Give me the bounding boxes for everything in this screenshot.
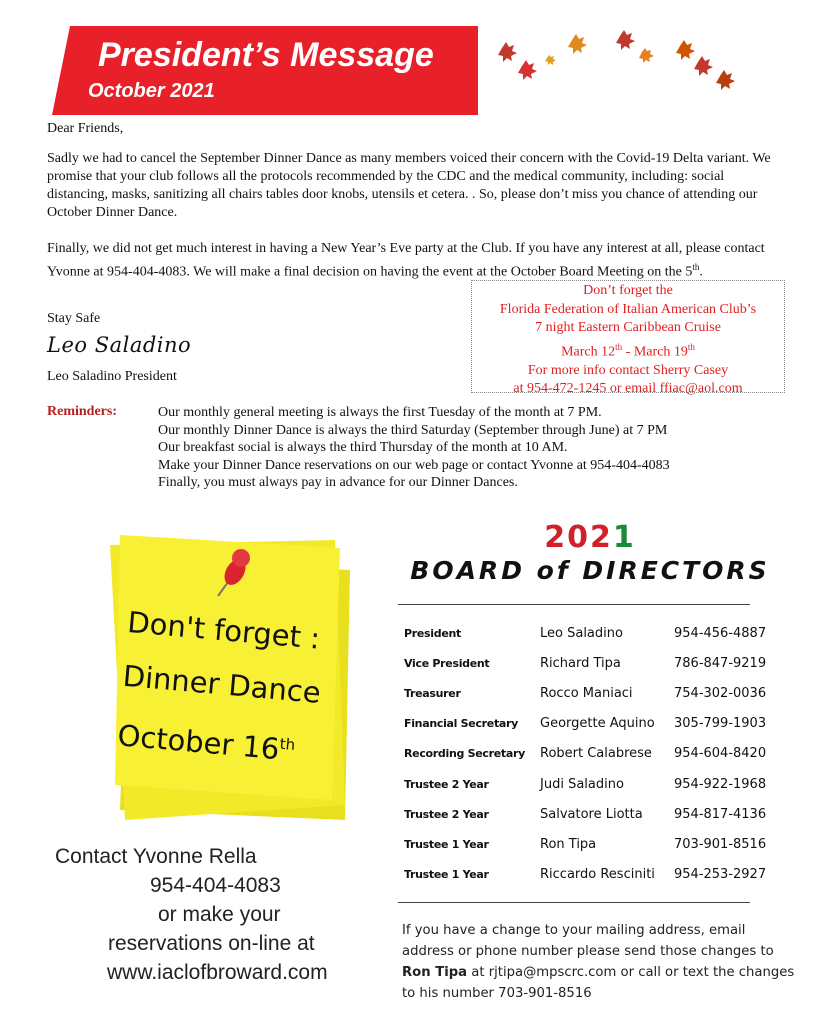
- note-date: October 16: [116, 718, 281, 767]
- reminder-item: Our monthly Dinner Dance is always the third Saturday (September through June) at 7 PM: [158, 422, 668, 438]
- board-table: [404, 618, 784, 890]
- page-title: President’s Message: [98, 36, 434, 74]
- board-role: Recording Secretary: [404, 747, 525, 761]
- board-row: [404, 769, 784, 799]
- board-title: BOARD of DIRECTORS: [410, 556, 770, 585]
- leaf-icon: [498, 30, 735, 90]
- board-phone: 954-604-8420: [674, 746, 767, 762]
- board-role: Vice President: [404, 656, 490, 670]
- board-phone: 786-847-9219: [674, 655, 767, 671]
- board-phone: 954-456-4887: [674, 625, 767, 641]
- cruise-line: 7 night Eastern Caribbean Cruise: [535, 320, 721, 335]
- website-url: www.iaclofbroward.com: [107, 961, 328, 984]
- contact-person: Ron Tipa: [402, 965, 468, 980]
- board-phone: 954-253-2927: [674, 867, 767, 883]
- paragraph-end: .: [699, 264, 703, 280]
- board-row: [404, 829, 784, 859]
- reminder-item: Our monthly general meeting is always the first Tuesday of the month at 7 PM.: [158, 405, 602, 420]
- cruise-line: Florida Federation of Italian American Club’s: [499, 301, 757, 317]
- signer-name: Leo Saladino President: [47, 369, 177, 384]
- reminder-item: Our breakfast social is always the third Thursday of the month at 10 AM.: [158, 440, 568, 455]
- ordinal-suffix: th: [279, 734, 296, 754]
- contact-phone: 954-404-4083: [150, 874, 281, 897]
- cruise-contact-line: at 954-472-1245 or email ffiac@aol.com: [513, 381, 743, 397]
- board-member-name: Rocco Maniaci: [540, 685, 633, 701]
- board-role: Trustee 2 Year: [404, 807, 489, 821]
- board-member-name: Leo Saladino: [540, 625, 623, 641]
- cruise-line: For more info contact Sherry Casey: [527, 362, 729, 378]
- board-role: President: [404, 626, 461, 640]
- board-year: [400, 520, 780, 555]
- year-digit: 1: [612, 520, 636, 555]
- signature: Leo Saladino: [47, 333, 192, 357]
- board-member-name: Ron Tipa: [540, 836, 597, 852]
- note-line: Dinner Dance: [121, 658, 323, 710]
- reminders-list: [158, 404, 798, 492]
- ordinal-suffix: th: [615, 341, 623, 352]
- board-phone: 703-901-8516: [674, 836, 767, 852]
- note-text: If you have a change to your mailing address, email address or phone number please send those changes to: [402, 923, 774, 959]
- board-member-name: Richard Tipa: [540, 655, 621, 671]
- board-row: [404, 678, 784, 708]
- board-row: [404, 618, 784, 648]
- reminders-label: Reminders:: [47, 404, 117, 419]
- board-row: [404, 799, 784, 829]
- reminder-item: Finally, you must always pay in advance for our Dinner Dances.: [158, 475, 518, 490]
- cruise-line: Don’t forget the: [583, 283, 673, 298]
- paragraph-new-years-text: Finally, we did not get much interest in having a New Year’s Eve party at the Club. If you have any interest at all, please contact Yvonne at 954-404-4083. We will make a final decision on having the event at the October Board Meeting on the 5: [47, 241, 765, 280]
- cruise-end-date: - March 19: [622, 344, 688, 360]
- cruise-dates: [472, 338, 784, 362]
- contact-block: [40, 842, 385, 987]
- note-line: Don't forget :: [126, 604, 322, 656]
- ordinal-suffix: th: [692, 262, 700, 272]
- contact-line: reservations on-line at: [108, 932, 315, 955]
- board-phone: 754-302-0036: [674, 685, 767, 701]
- board-row: [404, 709, 784, 739]
- divider: [398, 604, 750, 605]
- closing: Stay Safe: [47, 311, 101, 326]
- year-digit: 2: [590, 520, 613, 555]
- sticky-note-text: [115, 595, 359, 782]
- board-role: Treasurer: [404, 686, 461, 700]
- board-role: Trustee 2 Year: [404, 777, 489, 791]
- year-digit: 2: [544, 520, 568, 555]
- year-digit: 0: [567, 520, 590, 555]
- board-member-name: Salvatore Liotta: [540, 806, 643, 822]
- board-phone: 954-817-4136: [674, 806, 767, 822]
- board-member-name: Riccardo Resciniti: [540, 867, 655, 883]
- paragraph-new-years: [47, 240, 787, 282]
- board-member-name: Judi Saladino: [540, 776, 624, 792]
- board-role: Financial Secretary: [404, 717, 519, 731]
- cruise-start-date: March 12: [561, 344, 616, 360]
- board-role: Trustee 1 Year: [404, 837, 489, 851]
- board-row: [404, 739, 784, 769]
- board-row: [404, 860, 784, 890]
- board-member-name: Robert Calabrese: [540, 746, 652, 762]
- page-subtitle: October 2021: [88, 80, 215, 102]
- reminder-item: Make your Dinner Dance reservations on our web page or contact Yvonne at 954-404-4083: [158, 457, 670, 473]
- board-phone: 305-799-1903: [674, 716, 767, 732]
- contact-line: or make your: [158, 903, 281, 926]
- greeting: Dear Friends,: [47, 121, 124, 136]
- board-member-name: Georgette Aquino: [540, 716, 655, 732]
- address-change-note: [402, 920, 800, 1004]
- divider: [398, 902, 750, 903]
- board-row: [404, 648, 784, 678]
- note-text: at rjtipa@mpscrc.com or call or text the changes to his number 703-901-8516: [402, 965, 795, 1001]
- board-phone: 954-922-1968: [674, 776, 767, 792]
- autumn-leaves-decoration: [492, 28, 742, 98]
- cruise-notice-box: [471, 280, 785, 397]
- ordinal-suffix: th: [687, 341, 695, 352]
- contact-name: Contact Yvonne Rella: [55, 845, 257, 868]
- board-role: Trustee 1 Year: [404, 868, 489, 882]
- paragraph-covid: Sadly we had to cancel the September Dinner Dance as many members voiced their concern with the Covid-19 Delta variant. We promise that your club follows all the protocols recommended by the CDC and the medical community, including: social distancing, masks, sanitizing all chairs tables door knobs, utensils et cetera. . So, please don’t miss you chance of attending our October Dinner Dance.: [47, 151, 771, 220]
